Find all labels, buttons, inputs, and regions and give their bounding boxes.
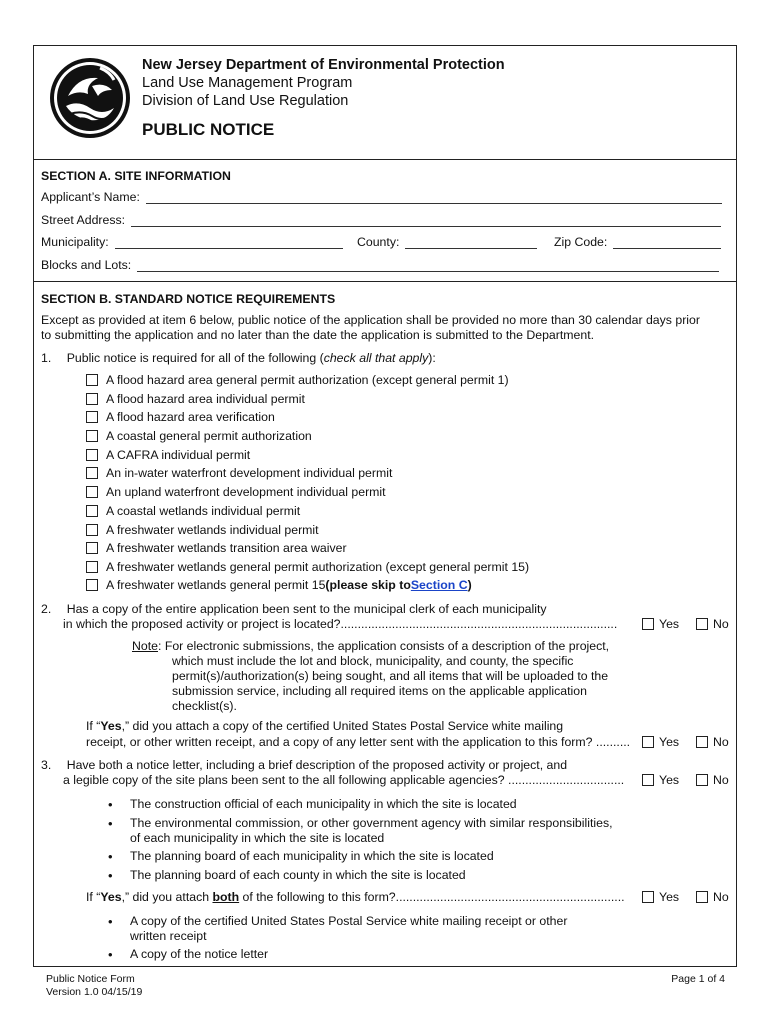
- permit-option[interactable]: [86, 504, 300, 518]
- both-emphasis: both: [212, 890, 240, 904]
- section-c-link[interactable]: Section C: [410, 578, 468, 592]
- permit-checkbox[interactable]: [86, 374, 98, 386]
- bullet-icon: •: [108, 816, 113, 831]
- question-1: [41, 351, 436, 365]
- zip-code-label: Zip Code:: [554, 235, 608, 249]
- bullet-icon: •: [108, 868, 113, 883]
- yes-label: Yes: [659, 617, 680, 631]
- permit-checkbox[interactable]: [86, 579, 98, 591]
- permit-label: A freshwater wetlands general permit authorization (except general permit 15): [106, 560, 530, 574]
- question-2b-text: ,” did you attach a copy of the certified United States Postal Service white mailing: [121, 719, 564, 733]
- permit-option[interactable]: [86, 466, 392, 480]
- agency-text: of each municipality in which the site is located: [130, 831, 385, 845]
- zip-code-field[interactable]: [613, 237, 721, 249]
- permit-option[interactable]: [86, 523, 319, 537]
- agency-bullet: [108, 868, 466, 883]
- question-2-line-1: Has a copy of the entire application been sent to the municipal clerk of each municipality: [66, 602, 547, 616]
- no-label: No: [713, 735, 729, 749]
- note-block: [132, 639, 609, 714]
- applicant-name-label: Applicant’s Name:: [41, 190, 140, 204]
- bullet-icon: •: [108, 914, 113, 929]
- njdep-seal-icon: [48, 56, 132, 140]
- question-3b-no[interactable]: [696, 890, 729, 904]
- agency-text: The construction official of each municipality in which the site is located: [130, 797, 517, 811]
- note-line-2: which must include the lot and block, municipality, and county, the specific: [172, 654, 574, 668]
- no-checkbox[interactable]: [696, 774, 708, 786]
- permit-label: A flood hazard area general permit authorization (except general permit 1): [106, 373, 509, 387]
- permit-checkbox[interactable]: [86, 561, 98, 573]
- yes-checkbox[interactable]: [642, 891, 654, 903]
- attachment-text: A copy of the certified United States Postal Service white mailing receipt or other: [130, 914, 568, 928]
- skip-instruction-close: ): [467, 578, 472, 592]
- question-2-line-2: in which the proposed activity or project is located?.................................................................................: [63, 617, 618, 631]
- blocks-lots-label: Blocks and Lots:: [41, 258, 132, 272]
- permit-label: A freshwater wetlands individual permit: [106, 523, 319, 537]
- agency-text: The planning board of each county in which the site is located: [130, 868, 466, 882]
- permit-checkbox[interactable]: [86, 411, 98, 423]
- attachment-text: A copy of the notice letter: [130, 947, 269, 961]
- skip-instruction: (please skip to: [325, 578, 411, 592]
- blocks-lots-field[interactable]: [137, 260, 719, 272]
- footer-version: Version 1.0 04/15/19: [46, 986, 143, 998]
- intro-line-2: to submitting the application and no later than the date the application is submitted to the Department.: [41, 328, 595, 342]
- intro-line-1: Except as provided at item 6 below, public notice of the application shall be provided no more than 30 calendar days prior: [41, 313, 700, 327]
- permit-checkbox[interactable]: [86, 449, 98, 461]
- agency-bullet-continued: [108, 831, 384, 846]
- attachment-bullet: [108, 914, 567, 929]
- bullet-icon: •: [108, 849, 113, 864]
- question-1-number: 1.: [41, 351, 52, 365]
- question-3-yes[interactable]: [642, 773, 679, 787]
- note-line-3: permit(s)/authorization(s) being sought, and all items that will be uploaded to the: [172, 669, 609, 683]
- yes-label: Yes: [659, 773, 680, 787]
- attachment-bullet-continued: [108, 929, 207, 944]
- permit-option[interactable]: [86, 392, 305, 406]
- note-label: Note: [132, 639, 158, 653]
- no-checkbox[interactable]: [696, 618, 708, 630]
- form-title: PUBLIC NOTICE: [142, 120, 275, 139]
- street-address-field[interactable]: [131, 215, 721, 227]
- permit-label: A CAFRA individual permit: [106, 448, 251, 462]
- quote-open: If “: [86, 719, 101, 733]
- question-2-number: 2.: [41, 602, 52, 616]
- permit-label: A freshwater wetlands transition area waiver: [106, 541, 347, 555]
- permit-checkbox[interactable]: [86, 524, 98, 536]
- yes-label: Yes: [659, 890, 680, 904]
- footer-left: [46, 973, 142, 999]
- question-3b-text: ,” did you attach: [121, 890, 213, 904]
- note-line-1: : For electronic submissions, the application consists of a description of the project,: [157, 639, 610, 653]
- applicant-name-field[interactable]: [146, 192, 722, 204]
- question-2b-line-2: receipt, or other written receipt, and a copy of any letter sent with the application to this form? ..........: [86, 735, 631, 749]
- question-1-italic: check all that apply: [323, 351, 429, 365]
- attachment-text: written receipt: [130, 929, 207, 943]
- permit-option[interactable]: [86, 373, 509, 387]
- county-field[interactable]: [405, 237, 537, 249]
- no-label: No: [713, 617, 729, 631]
- program-name: Land Use Management Program: [142, 75, 353, 91]
- county-row: [357, 235, 537, 249]
- zip-code-row: [554, 235, 721, 249]
- form-frame: [33, 45, 737, 967]
- question-3-no[interactable]: [696, 773, 729, 787]
- question-3-number: 3.: [41, 758, 52, 772]
- permit-option[interactable]: [86, 448, 250, 462]
- blocks-lots-row: [41, 258, 719, 272]
- permit-option[interactable]: [86, 541, 347, 555]
- no-label: No: [713, 773, 729, 787]
- county-label: County:: [357, 235, 400, 249]
- municipality-field[interactable]: [115, 237, 343, 249]
- note-line-5: checklist(s).: [172, 699, 237, 713]
- section-a: [34, 160, 736, 282]
- section-a-heading: SECTION A. SITE INFORMATION: [41, 169, 231, 183]
- note-line-4: submission service, including all required items on the applicable application: [172, 684, 587, 698]
- yes-checkbox[interactable]: [642, 774, 654, 786]
- agency-bullet: [108, 816, 613, 831]
- footer-form-name: Public Notice Form: [46, 973, 135, 985]
- agency-text: The environmental commission, or other government agency with similar responsibilities,: [130, 816, 613, 830]
- section-b-intro: [41, 313, 731, 343]
- permit-option[interactable]: [86, 578, 472, 592]
- agency-bullet: [108, 797, 517, 812]
- question-3b-yes[interactable]: [642, 890, 679, 904]
- permit-option[interactable]: [86, 560, 529, 574]
- question-3-line-1: Have both a notice letter, including a brief description of the proposed activity or project, and: [66, 758, 568, 772]
- bullet-icon: •: [108, 947, 113, 962]
- municipality-label: Municipality:: [41, 235, 109, 249]
- question-2-yes[interactable]: [642, 617, 679, 631]
- question-3b: [86, 890, 641, 904]
- permit-label: A flood hazard area verification: [106, 410, 275, 424]
- agency-text: The planning board of each municipality in which the site is located: [130, 849, 494, 863]
- yes-label: Yes: [659, 735, 680, 749]
- attachment-bullet: [108, 947, 268, 962]
- quote-open: If “: [86, 890, 101, 904]
- no-checkbox[interactable]: [696, 891, 708, 903]
- agency-name: New Jersey Department of Environmental Protection: [142, 57, 505, 73]
- permit-label: A freshwater wetlands general permit 15: [106, 578, 326, 592]
- permit-checkbox[interactable]: [86, 486, 98, 498]
- question-2b-yes[interactable]: [642, 735, 679, 749]
- permit-checkbox[interactable]: [86, 430, 98, 442]
- street-address-label: Street Address:: [41, 213, 126, 227]
- agency-bullet: [108, 849, 494, 864]
- permit-option[interactable]: [86, 410, 275, 424]
- yes-checkbox[interactable]: [642, 736, 654, 748]
- question-3: [41, 758, 567, 772]
- question-3-line-2: a legible copy of the site plans been sent to the all following applicable agencies? ..................................: [63, 773, 625, 787]
- yes-emphasis: Yes: [100, 890, 122, 904]
- section-b-heading: SECTION B. STANDARD NOTICE REQUIREMENTS: [41, 292, 336, 306]
- no-checkbox[interactable]: [696, 736, 708, 748]
- yes-checkbox[interactable]: [642, 618, 654, 630]
- permit-option[interactable]: [86, 429, 312, 443]
- question-1-end: ):: [428, 351, 436, 365]
- permit-checkbox[interactable]: [86, 542, 98, 554]
- permit-checkbox[interactable]: [86, 505, 98, 517]
- question-2b-no[interactable]: [696, 735, 729, 749]
- permit-checkbox[interactable]: [86, 393, 98, 405]
- municipality-row: [41, 235, 343, 249]
- permit-label: An in-water waterfront development individual permit: [106, 466, 393, 480]
- permit-option[interactable]: [86, 485, 386, 499]
- permit-label: An upland waterfront development individual permit: [106, 485, 386, 499]
- question-3b-leader: of the following to this form?...................................................................: [239, 890, 625, 904]
- yes-emphasis: Yes: [100, 719, 122, 733]
- question-2: [41, 602, 547, 616]
- street-address-row: [41, 213, 721, 227]
- question-1-text: Public notice is required for all of the following (: [66, 351, 324, 365]
- applicant-name-row: [41, 190, 722, 204]
- no-label: No: [713, 890, 729, 904]
- bullet-icon: •: [108, 797, 113, 812]
- permit-checkbox[interactable]: [86, 467, 98, 479]
- division-name: Division of Land Use Regulation: [142, 93, 349, 109]
- form-header: [34, 46, 736, 160]
- question-2-no[interactable]: [696, 617, 729, 631]
- permit-label: A coastal wetlands individual permit: [106, 504, 301, 518]
- permit-label: A coastal general permit authorization: [106, 429, 312, 443]
- permit-label: A flood hazard area individual permit: [106, 392, 305, 406]
- section-b: [34, 282, 736, 966]
- question-2b-line-1: [86, 719, 563, 733]
- footer-page-number: Page 1 of 4: [671, 973, 725, 985]
